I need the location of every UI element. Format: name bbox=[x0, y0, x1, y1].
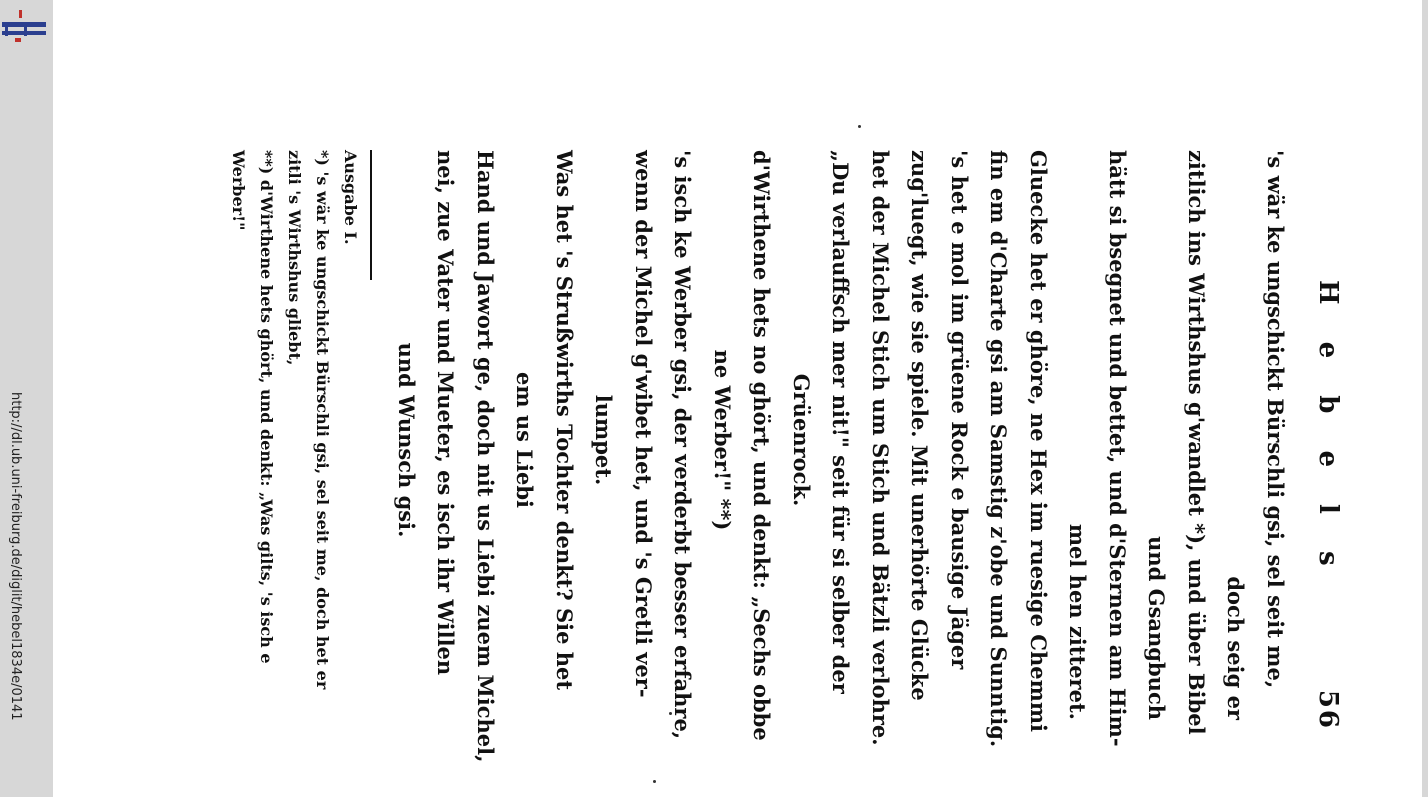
text-line: lumpet. bbox=[591, 394, 617, 486]
text-line: nei, zue Vater und Mueter, es isch ihr Willen bbox=[433, 150, 459, 676]
text-line: zug'luegt, wie sie spiele. Mit unerhörte Glücke bbox=[907, 150, 933, 701]
footnote-line: **) d'Wirthene hets ghört, und denkt: „Was gilts, 's isch e bbox=[257, 150, 277, 664]
library-logo-icon bbox=[2, 10, 46, 50]
footnote-divider bbox=[371, 150, 373, 280]
text-line: mel hen zitteret. bbox=[1065, 523, 1091, 720]
text-line: het der Michel Stich um Stich und Bätzli verlohre. bbox=[868, 150, 893, 746]
text-line: Was het 's Strußwirths Tochter denkt? Sie het bbox=[552, 150, 577, 691]
text-line: 's het e mol im grüene Rock e bausige Jäger bbox=[947, 150, 972, 670]
scan-speck bbox=[858, 125, 861, 128]
footnote-line: *) 's wär ke ungschickt Bürschli gsi, sel seit me, doch het er bbox=[313, 150, 333, 690]
sidebar bbox=[0, 0, 53, 797]
text-line: Grüenrock. bbox=[789, 373, 814, 507]
source-url-link[interactable]: http://dl.ub.uni-freiburg.de/diglit/hebel1834e/0141 bbox=[8, 392, 23, 721]
text-line: Hand und Jawort ge, doch nit us Liebi zuem Michel, bbox=[473, 150, 498, 763]
running-head: H e b e l s bbox=[1313, 280, 1343, 580]
footnote-line: Werber!" bbox=[229, 150, 249, 231]
running-header bbox=[1313, 150, 1343, 730]
text-line: und Gsangbuch bbox=[1144, 536, 1170, 720]
text-line: 's wär ke ungschickt Bürschli gsi, sel seit me, bbox=[1263, 150, 1288, 689]
text-line: zitlich ins Wirthshus g'wandlet *), und über Bibel bbox=[1184, 150, 1209, 735]
scanned-page bbox=[53, 0, 1422, 797]
footnote-line: zitli 's Wirthshus gliebt, bbox=[285, 150, 305, 366]
text-line: Gluecke het er ghöre, ne Hex im ruesige Chemmi bbox=[1026, 150, 1051, 733]
text-line: fin em d'Charte gsi am Samstig z'obe und Sunntig. bbox=[986, 150, 1012, 748]
scan-text-block bbox=[225, 150, 1344, 763]
text-line: „Du verlauffsch mer nit!" seit für si selber der bbox=[828, 150, 854, 694]
text-line: em us Liebi bbox=[512, 371, 538, 509]
text-line: hätt si bsegnet und bettet, und d'Sternen am Him- bbox=[1105, 150, 1130, 747]
scan-speck bbox=[653, 780, 656, 783]
right-edge-bar bbox=[1422, 0, 1428, 797]
text-line: doch seig er bbox=[1223, 576, 1249, 720]
text-line: d'Wirthene hets no ghört, und denkt: „Sechs obbe bbox=[749, 150, 775, 741]
edition-label: Ausgabe I. bbox=[341, 150, 361, 245]
text-line: 's isch ke Werber gsi, der verderbt besser erfahre, bbox=[670, 150, 696, 740]
text-line: ne Werber!" **) bbox=[710, 349, 735, 531]
text-line: und Wunsch gsi. bbox=[394, 342, 419, 538]
text-line: wenn der Michel g'wibet het, und 's Gretli ver- bbox=[631, 150, 656, 698]
page-number: 56 bbox=[1313, 689, 1343, 730]
